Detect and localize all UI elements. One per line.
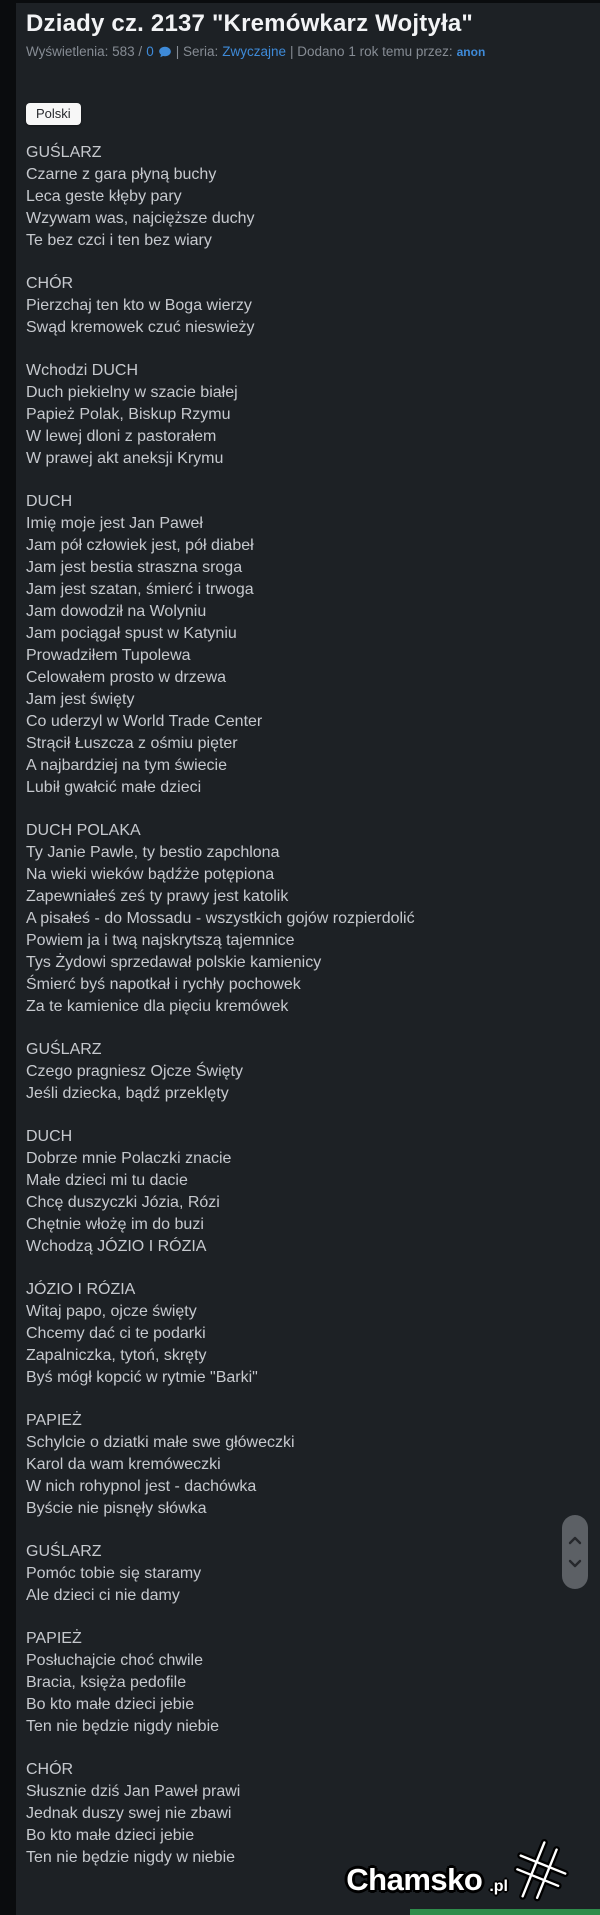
poem-line: Prowadziłem Tupolewa <box>26 647 191 664</box>
poem-line: Celowałem prosto w drzewa <box>26 669 227 686</box>
poem-line: Zapewniałeś ześ ty prawy jest katolik <box>26 888 289 905</box>
poem-line: Jam jest święty <box>26 691 135 708</box>
poem-line: Swąd kremowek czuć nieswieży <box>26 319 255 336</box>
stanza <box>26 1039 580 1105</box>
views-label: Wyświetlenia: 583 / <box>26 44 143 59</box>
poem-line: Zapalniczka, tytoń, skręty <box>26 1347 207 1364</box>
poem-line: Byście nie pisnęły słówka <box>26 1500 207 1517</box>
poem-line: Tys Żydowi sprzedawał polskie kamienicy <box>26 954 322 971</box>
poem-line: Ten nie będzie nigdy w niebie <box>26 1849 236 1866</box>
poem-line: W lewej dloni z pastorałem <box>26 428 217 445</box>
poem-line: PAPIEŻ <box>26 1412 82 1429</box>
poem-line: Śmierć byś napotkał i rychły pochowek <box>26 976 301 993</box>
poem-line: Co uderzyl w World Trade Center <box>26 713 263 730</box>
stanza <box>26 1126 580 1258</box>
poem-line: Chętnie włożę im do buzi <box>26 1216 204 1233</box>
poem-line: DUCH POLAKA <box>26 822 141 839</box>
poem-line: Słusznie dziś Jan Paweł prawi <box>26 1783 241 1800</box>
poem-line: Dobrze mnie Polaczki znacie <box>26 1150 232 1167</box>
poem-line: GUŚLARZ <box>26 144 102 161</box>
stanza <box>26 360 580 470</box>
speech-bubble-icon[interactable] <box>158 45 172 59</box>
poem-line: A najbardziej na tym świecie <box>26 757 227 774</box>
poem-line: CHÓR <box>26 1761 74 1778</box>
poem-line: Czego pragniesz Ojcze Święty <box>26 1063 243 1080</box>
poem-line: Ten nie będzie nigdy niebie <box>26 1718 220 1735</box>
poem-line: Imię moje jest Jan Paweł <box>26 515 203 532</box>
page-title: Dziady cz. 2137 "Kremówkarz Wojtyła" <box>26 10 474 37</box>
poem-line: DUCH <box>26 1128 73 1145</box>
brand-watermark <box>346 1843 566 1895</box>
brand-suffix: .pl <box>489 1878 508 1895</box>
stanza <box>26 491 580 799</box>
poem-line: Lubił gwałcić małe dzieci <box>26 779 202 796</box>
poem-line: Na wieki wieków bądźże potępiona <box>26 866 275 883</box>
content <box>16 0 600 1869</box>
poem-line: CHÓR <box>26 275 74 292</box>
chevron-down-icon[interactable] <box>568 1559 582 1568</box>
chevron-up-icon[interactable] <box>568 1536 582 1545</box>
poem-line: Powiem ja i twą najskrytszą tajemnice <box>26 932 295 949</box>
bottom-green-bar <box>410 1909 600 1915</box>
poem-line: Ty Janie Pawle, ty bestio zapchlona <box>26 844 280 861</box>
poem-line: Za te kamienice dla pięciu kremówek <box>26 998 289 1015</box>
stanza <box>26 1541 580 1607</box>
poem-line: Chcemy dać ci te podarki <box>26 1325 206 1342</box>
poem-line: Pomóc tobie się staramy <box>26 1565 202 1582</box>
poem-line: Bo kto małe dzieci jebie <box>26 1827 195 1844</box>
poem <box>26 142 580 1869</box>
poem-line: Chcę duszyczki Józia, Rózi <box>26 1194 220 1211</box>
added-label: | Dodano 1 rok temu przez: <box>290 44 453 59</box>
stanza <box>26 1628 580 1738</box>
meta-line <box>26 44 580 59</box>
poem-line: Wzywam was, najcięższe duchy <box>26 210 255 227</box>
poem-line: Ale dzieci ci nie damy <box>26 1587 180 1604</box>
language-tag[interactable]: Polski <box>26 103 81 125</box>
poem-line: PAPIEŻ <box>26 1630 82 1647</box>
poem-line: Strącił Łuszcza z ośmiu pięter <box>26 735 238 752</box>
poem-line: Te bez czci i ten bez wiary <box>26 232 212 249</box>
stanza <box>26 142 580 252</box>
poem-line: Jam jest bestia straszna sroga <box>26 559 243 576</box>
poem-line: Byś mógł kopcić w rytmie "Barki" <box>26 1369 258 1386</box>
poem-line: Jam dowodził na Wolyniu <box>26 603 207 620</box>
seria-link[interactable]: Zwyczajne <box>222 44 287 59</box>
poem-line: Bracia, księża pedofile <box>26 1674 187 1691</box>
author-link[interactable]: anon <box>456 44 486 59</box>
poem-line: GUŚLARZ <box>26 1543 102 1560</box>
poem-line: JÓZIO I RÓZIA <box>26 1281 136 1298</box>
stanza <box>26 820 580 1018</box>
stanza <box>26 1410 580 1520</box>
poem-line: Bo kto małe dzieci jebie <box>26 1696 195 1713</box>
left-edge-strip <box>0 0 16 1915</box>
stanza <box>26 1279 580 1389</box>
comments-count-link[interactable]: 0 <box>146 44 154 59</box>
scroll-widget[interactable] <box>562 1515 588 1589</box>
poem-line: Leca geste kłęby pary <box>26 188 182 205</box>
brand-name: Chamsko <box>346 1862 483 1897</box>
poem-line: Witaj papo, ojcze święty <box>26 1303 197 1320</box>
poem-line: Jednak duszy swej nie zbawi <box>26 1805 232 1822</box>
poem-line: Pierzchaj ten kto w Boga wierzy <box>26 297 252 314</box>
stanza <box>26 273 580 339</box>
hash-grid-icon <box>514 1843 566 1901</box>
poem-line: Duch piekielny w szacie białej <box>26 384 238 401</box>
poem-line: Jam pociągał spust w Katyniu <box>26 625 237 642</box>
poem-line: Wchodzi DUCH <box>26 362 139 379</box>
poem-line: Schylcie o dziatki małe swe główeczki <box>26 1434 295 1451</box>
seria-label: | Seria: <box>175 44 219 59</box>
poem-line: Wchodzą JÓZIO I RÓZIA <box>26 1238 207 1255</box>
poem-line: Jeśli dziecka, bądź przeklęty <box>26 1085 229 1102</box>
poem-line: Jam jest szatan, śmierć i trwoga <box>26 581 254 598</box>
poem-line: Papież Polak, Biskup Rzymu <box>26 406 231 423</box>
poem-line: Karol da wam kremóweczki <box>26 1456 221 1473</box>
poem-line: DUCH <box>26 493 73 510</box>
poem-line: Małe dzieci mi tu dacie <box>26 1172 188 1189</box>
poem-line: Jam pół człowiek jest, pół diabeł <box>26 537 254 554</box>
poem-line: GUŚLARZ <box>26 1041 102 1058</box>
poem-line: A pisałeś - do Mossadu - wszystkich gojów rozpierdolić <box>26 910 415 927</box>
poem-line: W nich rohypnol jest - dachówka <box>26 1478 257 1495</box>
poem-line: Posłuchajcie choć chwile <box>26 1652 203 1669</box>
poem-line: W prawej akt aneksji Krymu <box>26 450 224 467</box>
poem-line: Czarne z gara płyną buchy <box>26 166 217 183</box>
